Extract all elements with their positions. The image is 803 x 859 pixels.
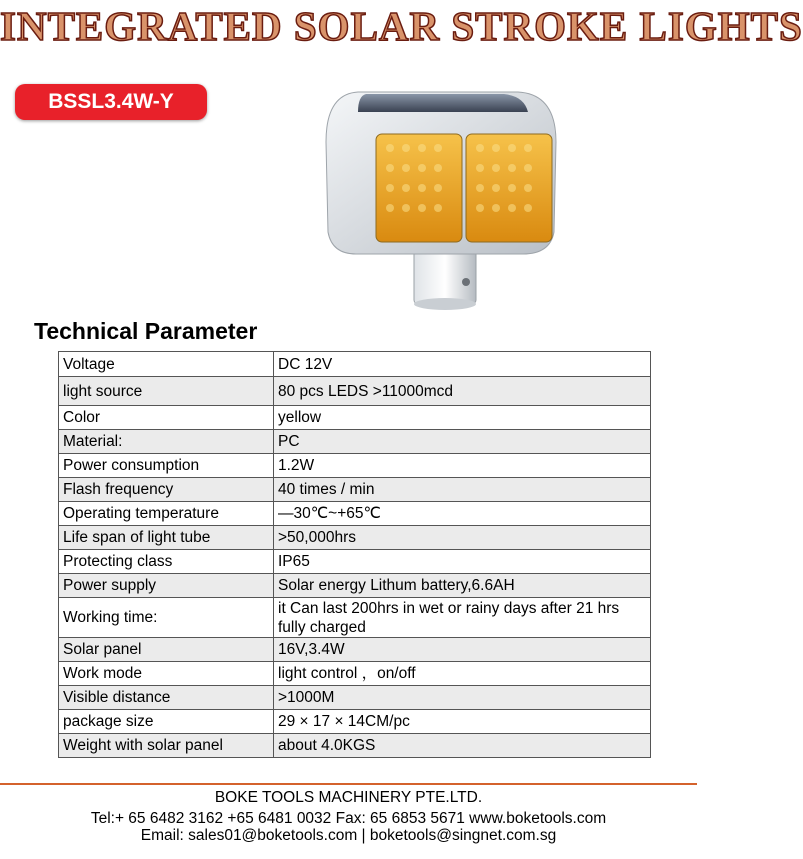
table-row <box>59 662 651 686</box>
table-row <box>59 406 651 430</box>
table-row <box>59 430 651 454</box>
param-label: light source <box>59 377 274 406</box>
footer-divider <box>0 783 697 785</box>
param-value: 16V,3.4W <box>274 638 651 662</box>
footer-email: Email: sales01@boketools.com | boketools@singnet.com.sg <box>140 827 557 844</box>
param-label: Work mode <box>59 662 274 686</box>
param-value: >1000M <box>274 686 651 710</box>
param-label: Visible distance <box>59 686 274 710</box>
param-value: 80 pcs LEDS >11000mcd <box>274 377 651 406</box>
table-row <box>59 598 651 638</box>
param-label: Material: <box>59 430 274 454</box>
footer-contact: Tel:+ 65 6482 3162 +65 6481 0032 Fax: 65 6853 5671 www.boketools.com <box>90 810 607 827</box>
table-row <box>59 734 651 758</box>
solar-stroke-light-image <box>318 82 558 312</box>
param-label: Power supply <box>59 574 274 598</box>
table-row <box>59 526 651 550</box>
model-badge: BSSL3.4W-Y <box>15 84 207 120</box>
table-row <box>59 478 651 502</box>
param-value: —30℃~+65℃ <box>274 502 651 526</box>
table-row <box>59 352 651 377</box>
table-row <box>59 710 651 734</box>
param-value: 40 times / min <box>274 478 651 502</box>
param-label: Working time: <box>59 598 274 638</box>
param-label: Operating temperature <box>59 502 274 526</box>
table-row <box>59 638 651 662</box>
param-label: Life span of light tube <box>59 526 274 550</box>
param-value: PC <box>274 430 651 454</box>
param-label: Flash frequency <box>59 478 274 502</box>
param-value: 29 × 17 × 14CM/pc <box>274 710 651 734</box>
table-row <box>59 574 651 598</box>
param-value: >50,000hrs <box>274 526 651 550</box>
table-row <box>59 686 651 710</box>
page-title: INTEGRATED SOLAR STROKE LIGHTS <box>0 3 803 49</box>
table-row <box>59 454 651 478</box>
param-value: DC 12V <box>274 352 651 377</box>
table-row <box>59 502 651 526</box>
param-label: Voltage <box>59 352 274 377</box>
param-value: Solar energy Lithum battery,6.6AH <box>274 574 651 598</box>
param-label: package size <box>59 710 274 734</box>
param-value: yellow <box>274 406 651 430</box>
param-value: light control ，on/off <box>274 662 651 686</box>
param-value: it Can last 200hrs in wet or rainy days after 21 hrs fully charged <box>274 598 651 638</box>
param-label: Power consumption <box>59 454 274 478</box>
technical-parameter-table <box>58 351 651 758</box>
param-label: Solar panel <box>59 638 274 662</box>
param-label: Color <box>59 406 274 430</box>
param-label: Weight with solar panel <box>59 734 274 758</box>
param-value: IP65 <box>274 550 651 574</box>
section-title: Technical Parameter <box>34 318 258 344</box>
table-row <box>59 550 651 574</box>
param-value: about 4.0KGS <box>274 734 651 758</box>
footer-company: BOKE TOOLS MACHINERY PTE.LTD. <box>214 789 483 806</box>
param-value: 1.2W <box>274 454 651 478</box>
table-row <box>59 377 651 406</box>
param-label: Protecting class <box>59 550 274 574</box>
